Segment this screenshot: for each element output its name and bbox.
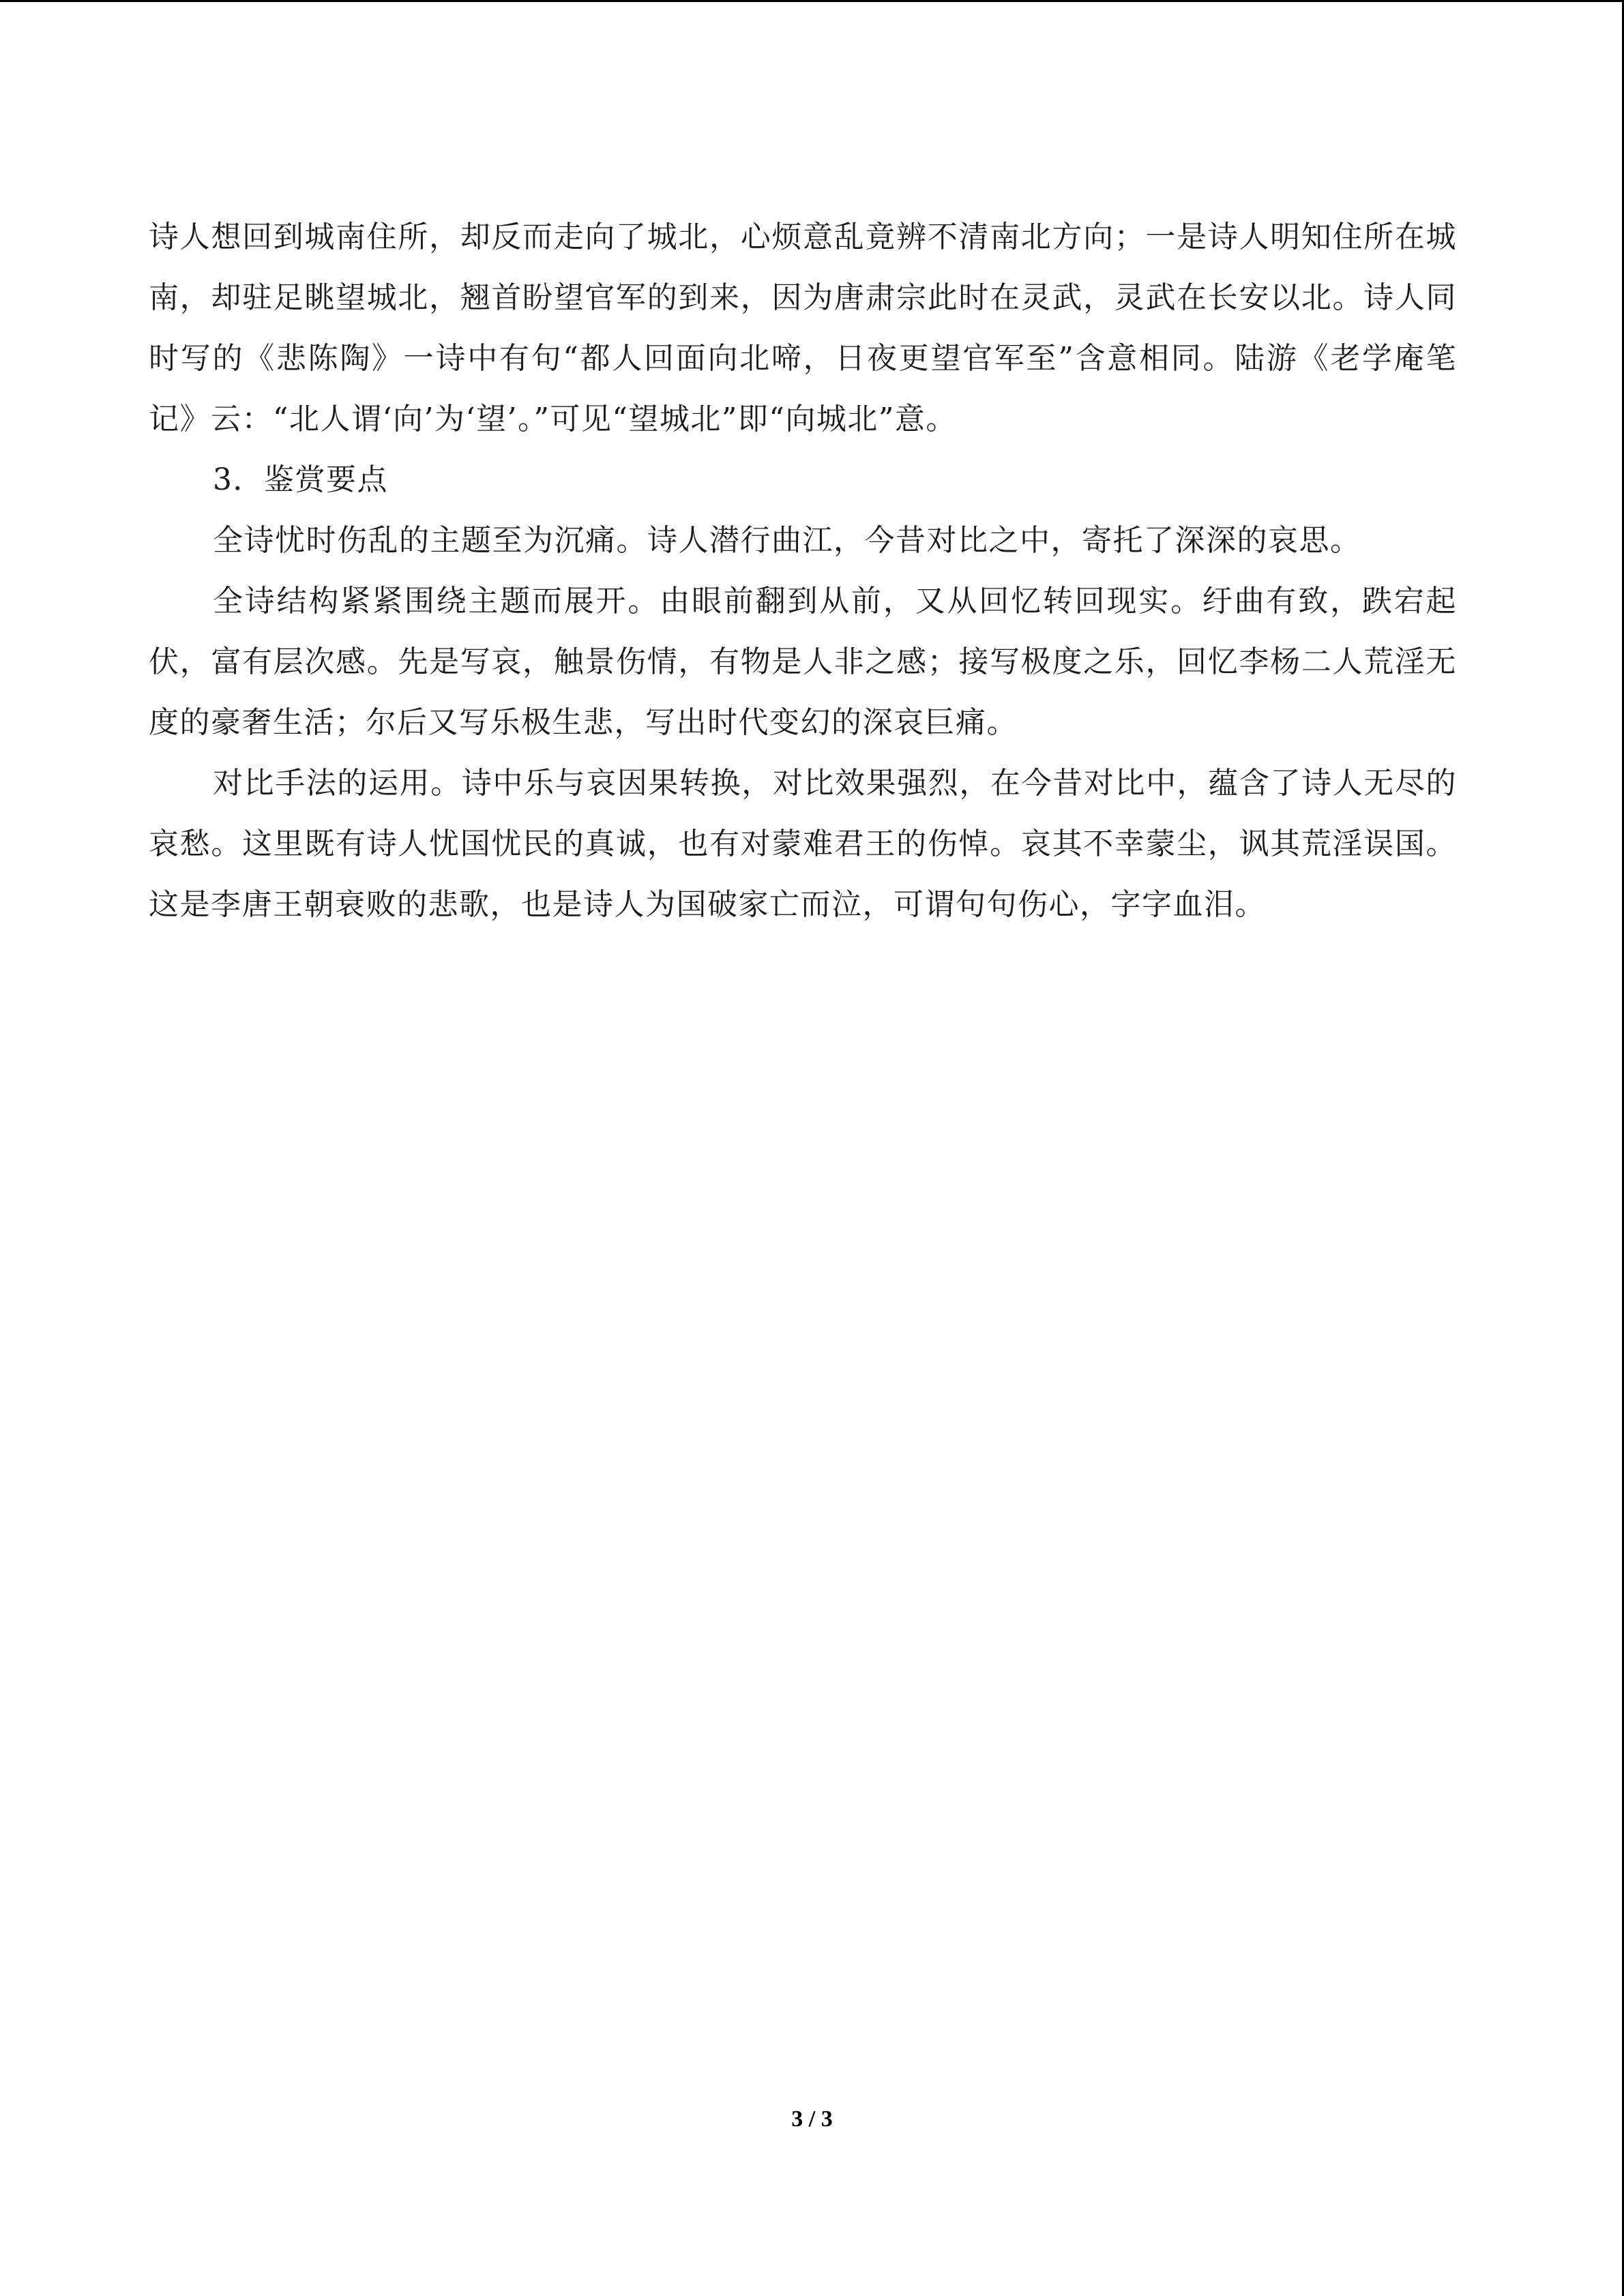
paragraph-structure: 全诗结构紧紧围绕主题而展开。由眼前翻到从前，又从回忆转回现实。纡曲有致，跌宕起伏，富有层次感。先是写哀，触景伤情，有物是人非之感；接写极度之乐，回忆李杨二人荒淫无度的豪奢生活；尔后又写乐极生悲，写出时代变幻的深哀巨痛。	[149, 584, 1457, 740]
paragraph-theme: 全诗忧时伤乱的主题至为沉痛。诗人潜行曲江，今昔对比之中，寄托了深深的哀思。	[213, 523, 1361, 558]
paragraph-continuation: 诗人想回到城南住所，却反而走向了城北，心烦意乱竟辨不清南北方向；一是诗人明知住所在城南，却驻足眺望城北，翘首盼望官军的到来，因为唐肃宗此时在灵武，灵武在长安以北。诗人同时写的《悲陈陶》一诗中有句“都人回面向北啼，日夜更望官军至”含意相同。陆游《老学庵笔记》云：“北人谓‘向’为‘望’。”可见“望城北”即“向城北”意。	[149, 220, 1457, 436]
document-body	[149, 207, 1457, 935]
page-number: 3 / 3	[791, 2106, 833, 2132]
section-heading: 3．鉴赏要点	[213, 462, 388, 497]
paragraph-contrast: 对比手法的运用。诗中乐与哀因果转换，对比效果强烈，在今昔对比中，蕴含了诗人无尽的哀愁。这里既有诗人忧国忧民的真诚，也有对蒙难君王的伤悼。哀其不幸蒙尘，讽其荒淫误国。这是李唐王朝衰败的悲歌，也是诗人为国破家亡而泣，可谓句句伤心，字字血泪。	[149, 766, 1457, 922]
